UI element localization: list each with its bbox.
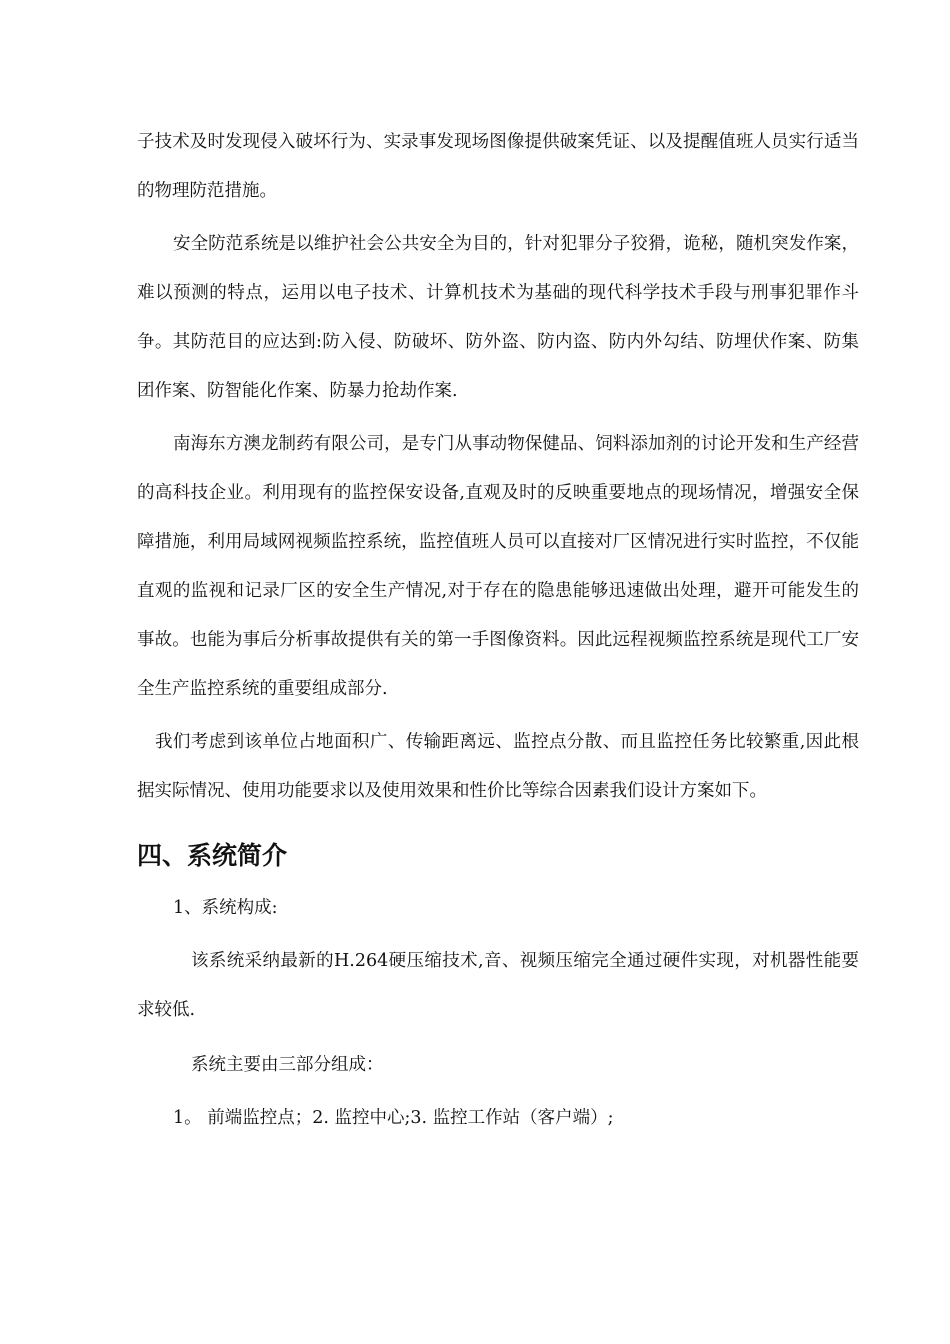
document-body xyxy=(137,118,859,1143)
paragraph-security-system: 安全防范系统是以维护社会公共安全为目的，针对犯罪分子狡猾，诡秘，随机突发作案，难以预测的特点，运用以电子技术、计算机技术为基础的现代科学技术手段与刑事犯罪作斗争。其防范目的应达到:防入侵、防破坏、防外盗、防内盗、防内外勾结、防埋伏作案、防集团作案、防智能化作案、防暴力抢劫作案. xyxy=(137,234,859,401)
components-list: 1。 前端监控点；2. 监控中心;3. 监控工作站（客户端）; xyxy=(173,1108,614,1128)
paragraph-design-considerations: 我们考虑到该单位占地面积广、传输距离远、监控点分散、而且监控任务比较繁重,因此根据实际情况、使用功能要求以及使用效果和性价比等综合因素我们设计方案如下。 xyxy=(137,732,859,801)
section-heading: 四、系统简介 xyxy=(137,841,288,870)
subsection-text: 该系统采纳最新的H.264硬压缩技术,音、视频压缩完全通过硬件实现，对机器性能要求较低. xyxy=(137,951,859,1020)
components-intro: 系统主要由三部分组成： xyxy=(191,1055,384,1075)
subsection-title: 1、系统构成: xyxy=(173,898,278,918)
paragraph-company-intro: 南海东方澳龙制药有限公司，是专门从事动物保健品、饲料添加剂的讨论开发和生产经营的高科技企业。利用现有的监控保安设备,直观及时的反映重要地点的现场情况，增强安全保障措施，利用局域网视频监控系统，监控值班人员可以直接对厂区情况进行实时监控，不仅能直观的监视和记录厂区的安全生产情况,对于存在的隐患能够迅速做出处理，避开可能发生的事故。也能为事后分析事故提供有关的第一手图像资料。因此远程视频监控系统是现代工厂安全生产监控系统的重要组成部分. xyxy=(137,434,859,699)
paragraph-continuation: 子技术及时发现侵入破坏行为、实录事发现场图像提供破案凭证、以及提醒值班人员实行适当的物理防范措施。 xyxy=(137,132,859,201)
